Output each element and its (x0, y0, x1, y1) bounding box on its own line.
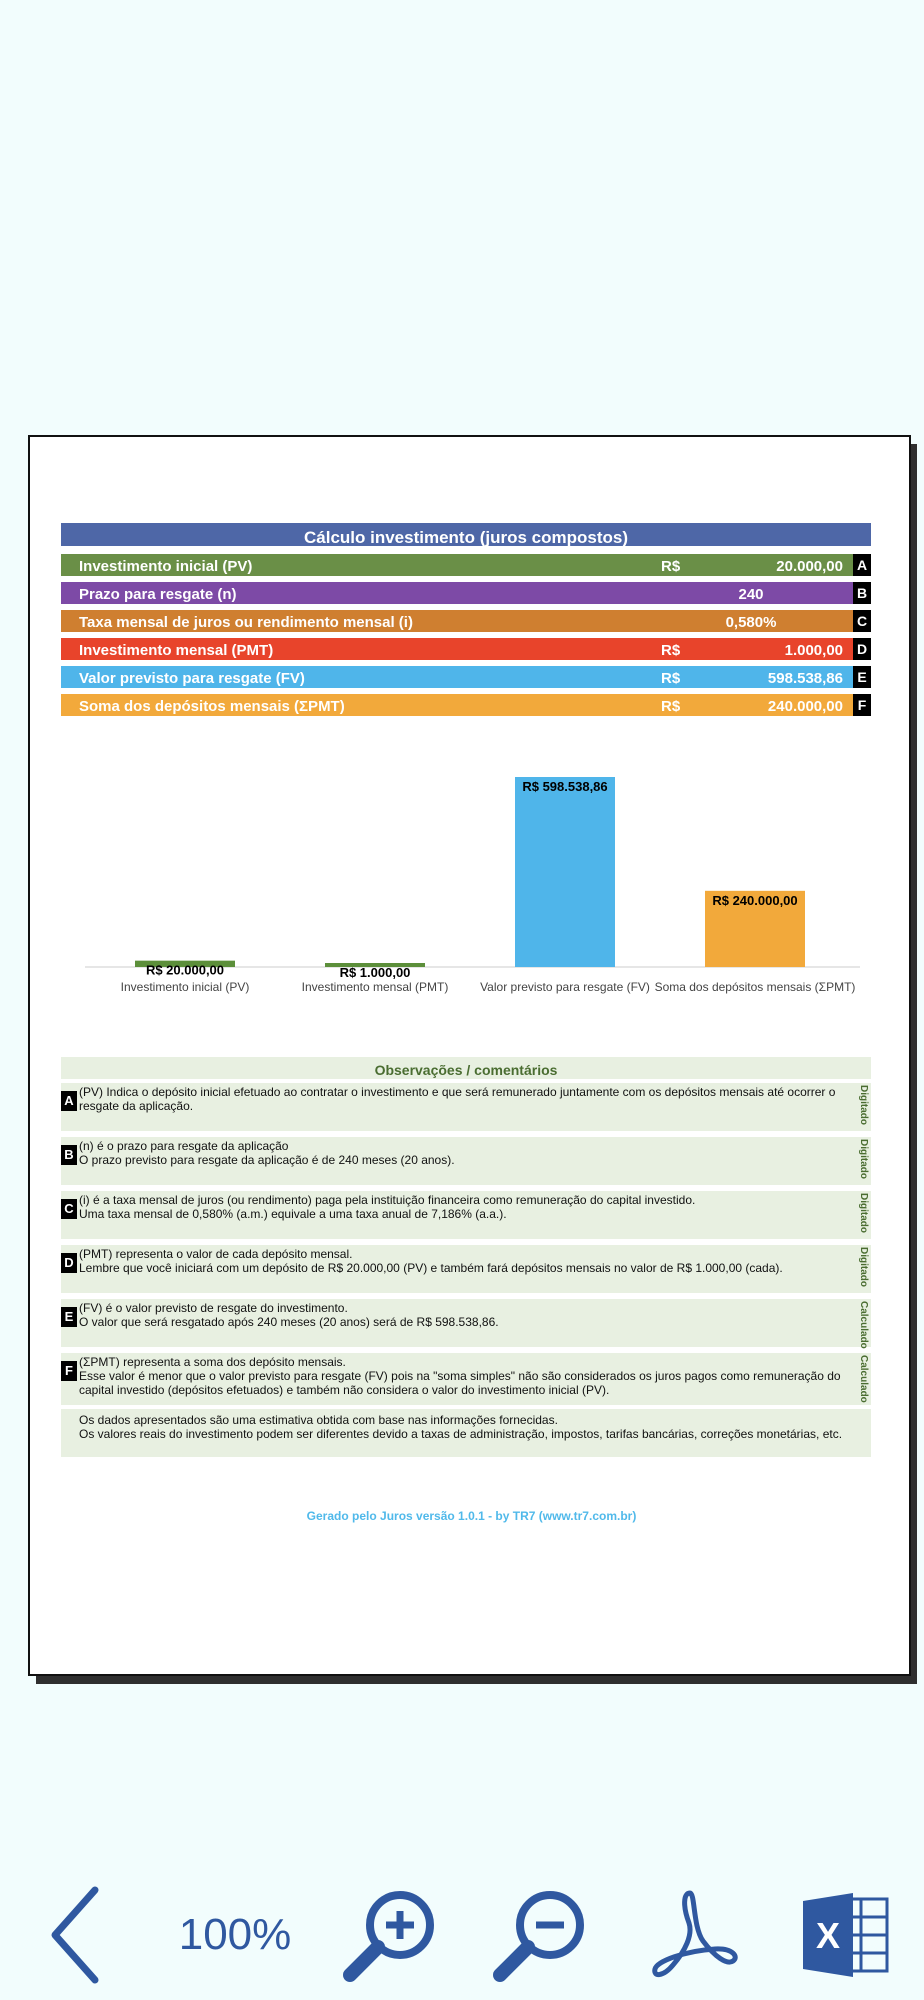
report-title: Cálculo investimento (juros compostos) (61, 523, 871, 546)
summary-row-label: Prazo para resgate (n) (79, 586, 237, 603)
zoom-out-button[interactable] (485, 1880, 595, 1990)
zoom-out-icon (490, 1885, 590, 1985)
observation-letter: F (61, 1361, 77, 1381)
summary-row-value: 20.000,00 (776, 558, 843, 575)
observation-letter: B (61, 1145, 77, 1165)
summary-row-currency: R$ (661, 558, 681, 575)
data-label-2: R$ 598.538,86 (522, 779, 608, 794)
summary-row-letter: E (853, 666, 871, 688)
observation-source: Digitado (858, 1139, 869, 1179)
observation-item (61, 1353, 871, 1405)
summary-row-value: 1.000,00 (784, 642, 843, 659)
summary-row-value: 0,580% (725, 614, 777, 631)
observation-source: Calculado (858, 1301, 869, 1349)
observation-source: Digitado (858, 1247, 869, 1287)
summary-row-letter: D (853, 638, 871, 660)
category-label-1: Investimento mensal (PMT) (301, 980, 449, 994)
summary-row-currency: R$ (661, 670, 681, 687)
summary-row-label: Valor previsto para resgate (FV) (79, 670, 305, 687)
investment-chart (70, 757, 880, 1007)
svg-text:X: X (815, 1915, 841, 1956)
summary-row-letter: A (853, 554, 871, 576)
observation-letter: E (61, 1307, 77, 1327)
summary-row-currency: R$ (661, 642, 681, 659)
data-label-0: R$ 20.000,00 (145, 962, 225, 978)
observation-item (61, 1299, 871, 1347)
summary-row-value: 598.538,86 (767, 670, 843, 687)
category-label-2: Valor previsto para resgate (FV) (480, 980, 650, 994)
observations-header: Observações / comentários (61, 1057, 871, 1079)
summary-row-value: 240 (738, 586, 764, 603)
bottom-toolbar (0, 1880, 924, 1990)
zoom-in-button[interactable] (335, 1880, 445, 1990)
disclaimer-note (61, 1409, 871, 1457)
category-label-3: Soma dos depósitos mensais (ΣPMT) (654, 980, 856, 994)
observation-text: (ΣPMT) representa a soma dos depósito mensais. Esse valor é menor que o valor previsto para resgate (FV) pois na "soma simples" não são considerados os juros pagos como remuneração do capital investido (depósitos efetuados) e também não considera o valor do investimento inicial (PV). (79, 1355, 841, 1397)
disclaimer-text: Os dados apresentados são uma estimativa obtida com base nas informações fornecidas. Os valores reais do investimento podem ser diferentes devido a taxas de administração, impostos, tarifas bancárias, correções monetárias, etc. (79, 1413, 843, 1441)
zoom-in-icon (340, 1885, 440, 1985)
excel-icon (795, 1885, 895, 1985)
chart-svg (70, 757, 880, 1007)
summary-row-currency: R$ (661, 698, 681, 715)
observation-text: (PV) Indica o depósito inicial efetuado ao contratar o investimento e que será remunerado juntamente com os depósitos mensais até ocorrer o resgate da aplicação. (79, 1085, 836, 1113)
observation-letter: D (61, 1253, 77, 1273)
summary-row (61, 666, 853, 688)
document-page[interactable] (28, 435, 911, 1676)
footer-link[interactable]: Gerado pelo Juros versão 1.0.1 - by TR7 (www.tr7.com.br) (306, 1509, 637, 1523)
observation-source: Calculado (858, 1355, 869, 1403)
observation-source: Digitado (858, 1085, 869, 1125)
observation-text: (FV) é o valor previsto de resgate do investimento. O valor que será resgatado após 240 meses (20 anos) será de R$ 598.538,86. (79, 1301, 499, 1329)
export-excel-button[interactable] (790, 1880, 900, 1990)
summary-row (61, 554, 853, 576)
summary-row-letter: C (853, 610, 871, 632)
observation-item (61, 1191, 871, 1239)
data-label-1: R$ 1.000,00 (339, 965, 411, 980)
summary-row (61, 638, 853, 660)
back-button[interactable] (40, 1880, 110, 1990)
observation-letter: C (61, 1199, 77, 1219)
observation-source: Digitado (858, 1193, 869, 1233)
summary-row-label: Investimento inicial (PV) (79, 558, 253, 575)
category-label-0: Investimento inicial (PV) (120, 980, 250, 994)
summary-row (61, 610, 853, 632)
back-icon (45, 1885, 105, 1985)
observation-item (61, 1245, 871, 1293)
summary-row-label: Investimento mensal (PMT) (79, 642, 274, 659)
summary-row (61, 582, 853, 604)
summary-row-letter: F (853, 694, 871, 716)
observation-item (61, 1137, 871, 1185)
export-pdf-button[interactable] (640, 1880, 750, 1990)
observation-item (61, 1083, 871, 1131)
summary-row-letter: B (853, 582, 871, 604)
summary-row-value: 240.000,00 (767, 698, 843, 715)
zoom-level-label: 100% (178, 1910, 292, 1959)
zoom-level-button[interactable] (170, 1880, 300, 1990)
observation-text: (PMT) representa o valor de cada depósito mensal. Lembre que você iniciará com um depósito de R$ 20.000,00 (PV) e também fará depósitos mensais no valor de R$ 1.000,00 (cada). (79, 1247, 783, 1275)
summary-row-label: Taxa mensal de juros ou rendimento mensal (i) (79, 614, 413, 631)
observation-text: (n) é o prazo para resgate da aplicação O prazo previsto para resgate da aplicação é de 240 meses (20 anos). (79, 1139, 455, 1167)
observation-letter: A (61, 1091, 77, 1111)
observation-text: (i) é a taxa mensal de juros (ou rendimento) paga pela instituição financeira como remuneração do capital investido. Uma taxa mensal de 0,580% (a.m.) equivale a uma taxa anual de 7,186% (a.a.). (79, 1193, 696, 1221)
pdf-icon (645, 1885, 745, 1985)
data-label-3: R$ 240.000,00 (712, 892, 798, 908)
bar-2 (515, 777, 615, 967)
summary-row-label: Soma dos depósitos mensais (ΣPMT) (79, 698, 345, 715)
summary-row (61, 694, 853, 716)
